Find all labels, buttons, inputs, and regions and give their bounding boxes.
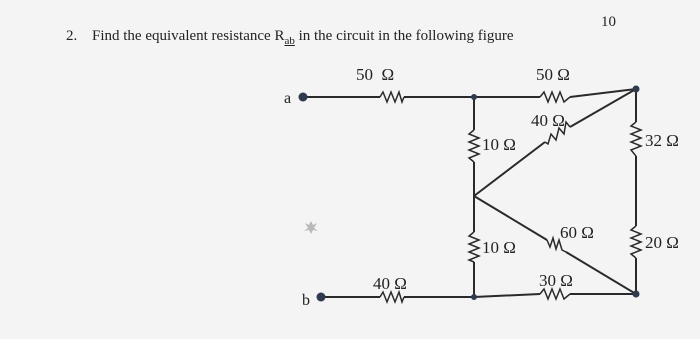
node-top-right	[633, 86, 640, 93]
mouse-cursor-icon	[304, 221, 318, 234]
question-number: 2.	[66, 28, 78, 44]
resistor-mid-upper-10-label: 10 Ω	[482, 135, 516, 154]
terminal-a-label: a	[284, 90, 292, 107]
resistor-top-right-label: 50 Ω	[536, 65, 570, 84]
node-top-middle	[471, 94, 477, 100]
wire-bottom-to-30	[474, 294, 540, 297]
resistor-bottom-right-label: 30 Ω	[539, 271, 573, 290]
wire-diag-lower-b	[566, 252, 636, 294]
question-subscript: ab	[284, 35, 295, 47]
terminal-a-node	[299, 93, 308, 102]
terminal-b-node	[317, 293, 326, 302]
resistor-right-32-zigzag	[631, 122, 641, 156]
resistor-bottom-left-zigzag	[380, 292, 404, 302]
resistor-top-right-zigzag	[540, 92, 570, 102]
resistor-right-20-zigzag	[631, 226, 641, 258]
resistor-right-32-label: 32 Ω	[645, 131, 679, 150]
page-number: 10	[601, 14, 616, 30]
resistor-top-left-zigzag	[380, 92, 404, 102]
resistor-diag-40-label: 40 Ω	[531, 111, 565, 130]
wire-diag-upper-a	[570, 89, 636, 127]
resistor-mid-upper-10-zigzag	[469, 130, 479, 162]
resistor-top-left-label: 50 Ω	[356, 65, 395, 84]
resistor-mid-lower-10-label: 10 Ω	[482, 238, 516, 257]
wire-diag-lower-a	[474, 196, 547, 240]
question-text-before: Find the equivalent resistance R	[92, 28, 285, 44]
node-bottom-right	[633, 291, 640, 298]
terminal-b-label: b	[302, 292, 310, 309]
resistor-bottom-left-label: 40 Ω	[373, 274, 407, 293]
question-text-after: in the circuit in the following figure	[294, 28, 514, 44]
node-bottom-middle	[471, 294, 477, 300]
resistor-mid-lower-10-zigzag	[469, 232, 479, 262]
resistor-diag-60-label: 60 Ω	[560, 223, 594, 242]
resistor-bottom-right-zigzag	[540, 289, 570, 299]
resistor-right-20-label: 20 Ω	[645, 233, 679, 252]
